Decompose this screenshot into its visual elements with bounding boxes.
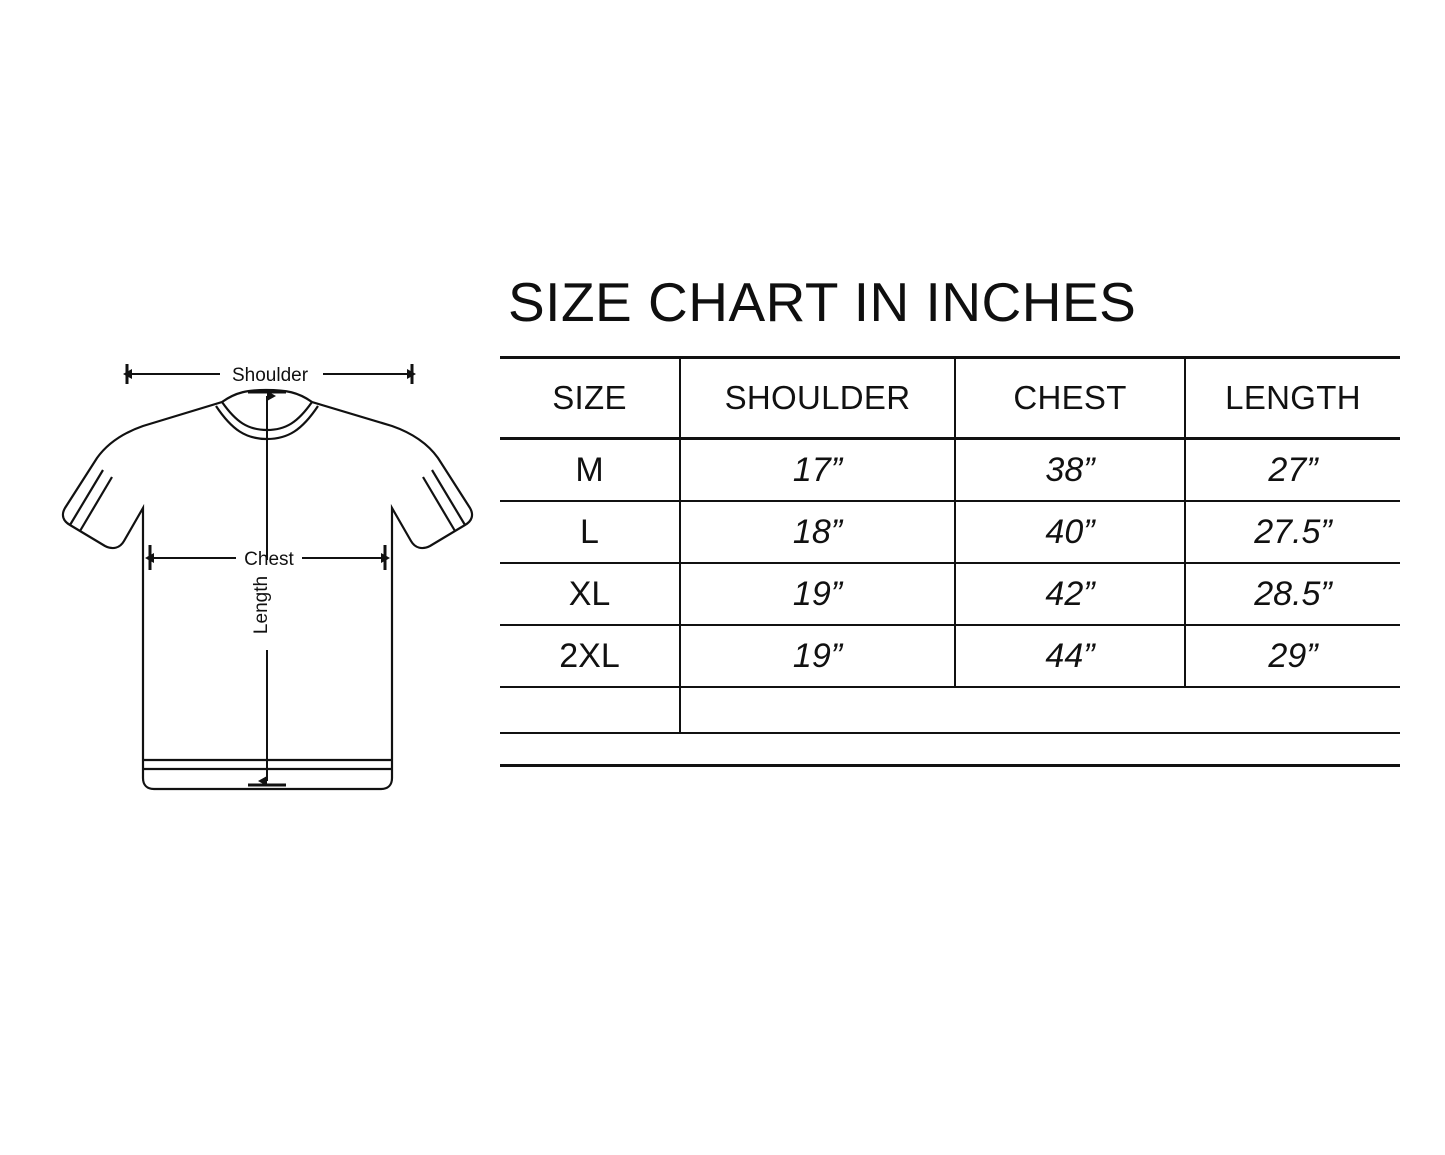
cell-size: L xyxy=(500,501,680,563)
cell-length: 27” xyxy=(1185,439,1400,502)
cell-size: M xyxy=(500,439,680,502)
table-row xyxy=(500,439,1400,502)
table-row xyxy=(500,625,1400,687)
cell-shoulder: 17” xyxy=(680,439,955,502)
table-row xyxy=(500,501,1400,563)
cell-chest: 40” xyxy=(955,501,1185,563)
table-row xyxy=(500,563,1400,625)
table-spacer-row xyxy=(500,687,1400,733)
cell-shoulder: 19” xyxy=(680,563,955,625)
column-header-chest: CHEST xyxy=(955,358,1185,439)
chest-label: Chest xyxy=(244,549,294,570)
size-chart-table xyxy=(500,356,1400,767)
table-header-row xyxy=(500,358,1400,439)
column-header-size: SIZE xyxy=(500,358,680,439)
table-spacer-row xyxy=(500,733,1400,766)
cell-length: 29” xyxy=(1185,625,1400,687)
cell-chest: 42” xyxy=(955,563,1185,625)
cell-chest: 44” xyxy=(955,625,1185,687)
length-label: Length xyxy=(251,575,272,635)
column-header-shoulder: SHOULDER xyxy=(680,358,955,439)
tshirt-diagram xyxy=(40,330,500,830)
cell-length: 28.5” xyxy=(1185,563,1400,625)
tshirt-illustration xyxy=(40,330,500,830)
size-chart xyxy=(500,270,1410,767)
cell-size: 2XL xyxy=(500,625,680,687)
cell-shoulder: 19” xyxy=(680,625,955,687)
cell-size: XL xyxy=(500,563,680,625)
page-title: SIZE CHART IN INCHES xyxy=(508,271,1137,333)
cell-length: 27.5” xyxy=(1185,501,1400,563)
shoulder-label: Shoulder xyxy=(231,365,309,386)
cell-chest: 38” xyxy=(955,439,1185,502)
shoulder-measure-arrow xyxy=(127,364,412,386)
column-header-length: LENGTH xyxy=(1185,358,1400,439)
cell-shoulder: 18” xyxy=(680,501,955,563)
